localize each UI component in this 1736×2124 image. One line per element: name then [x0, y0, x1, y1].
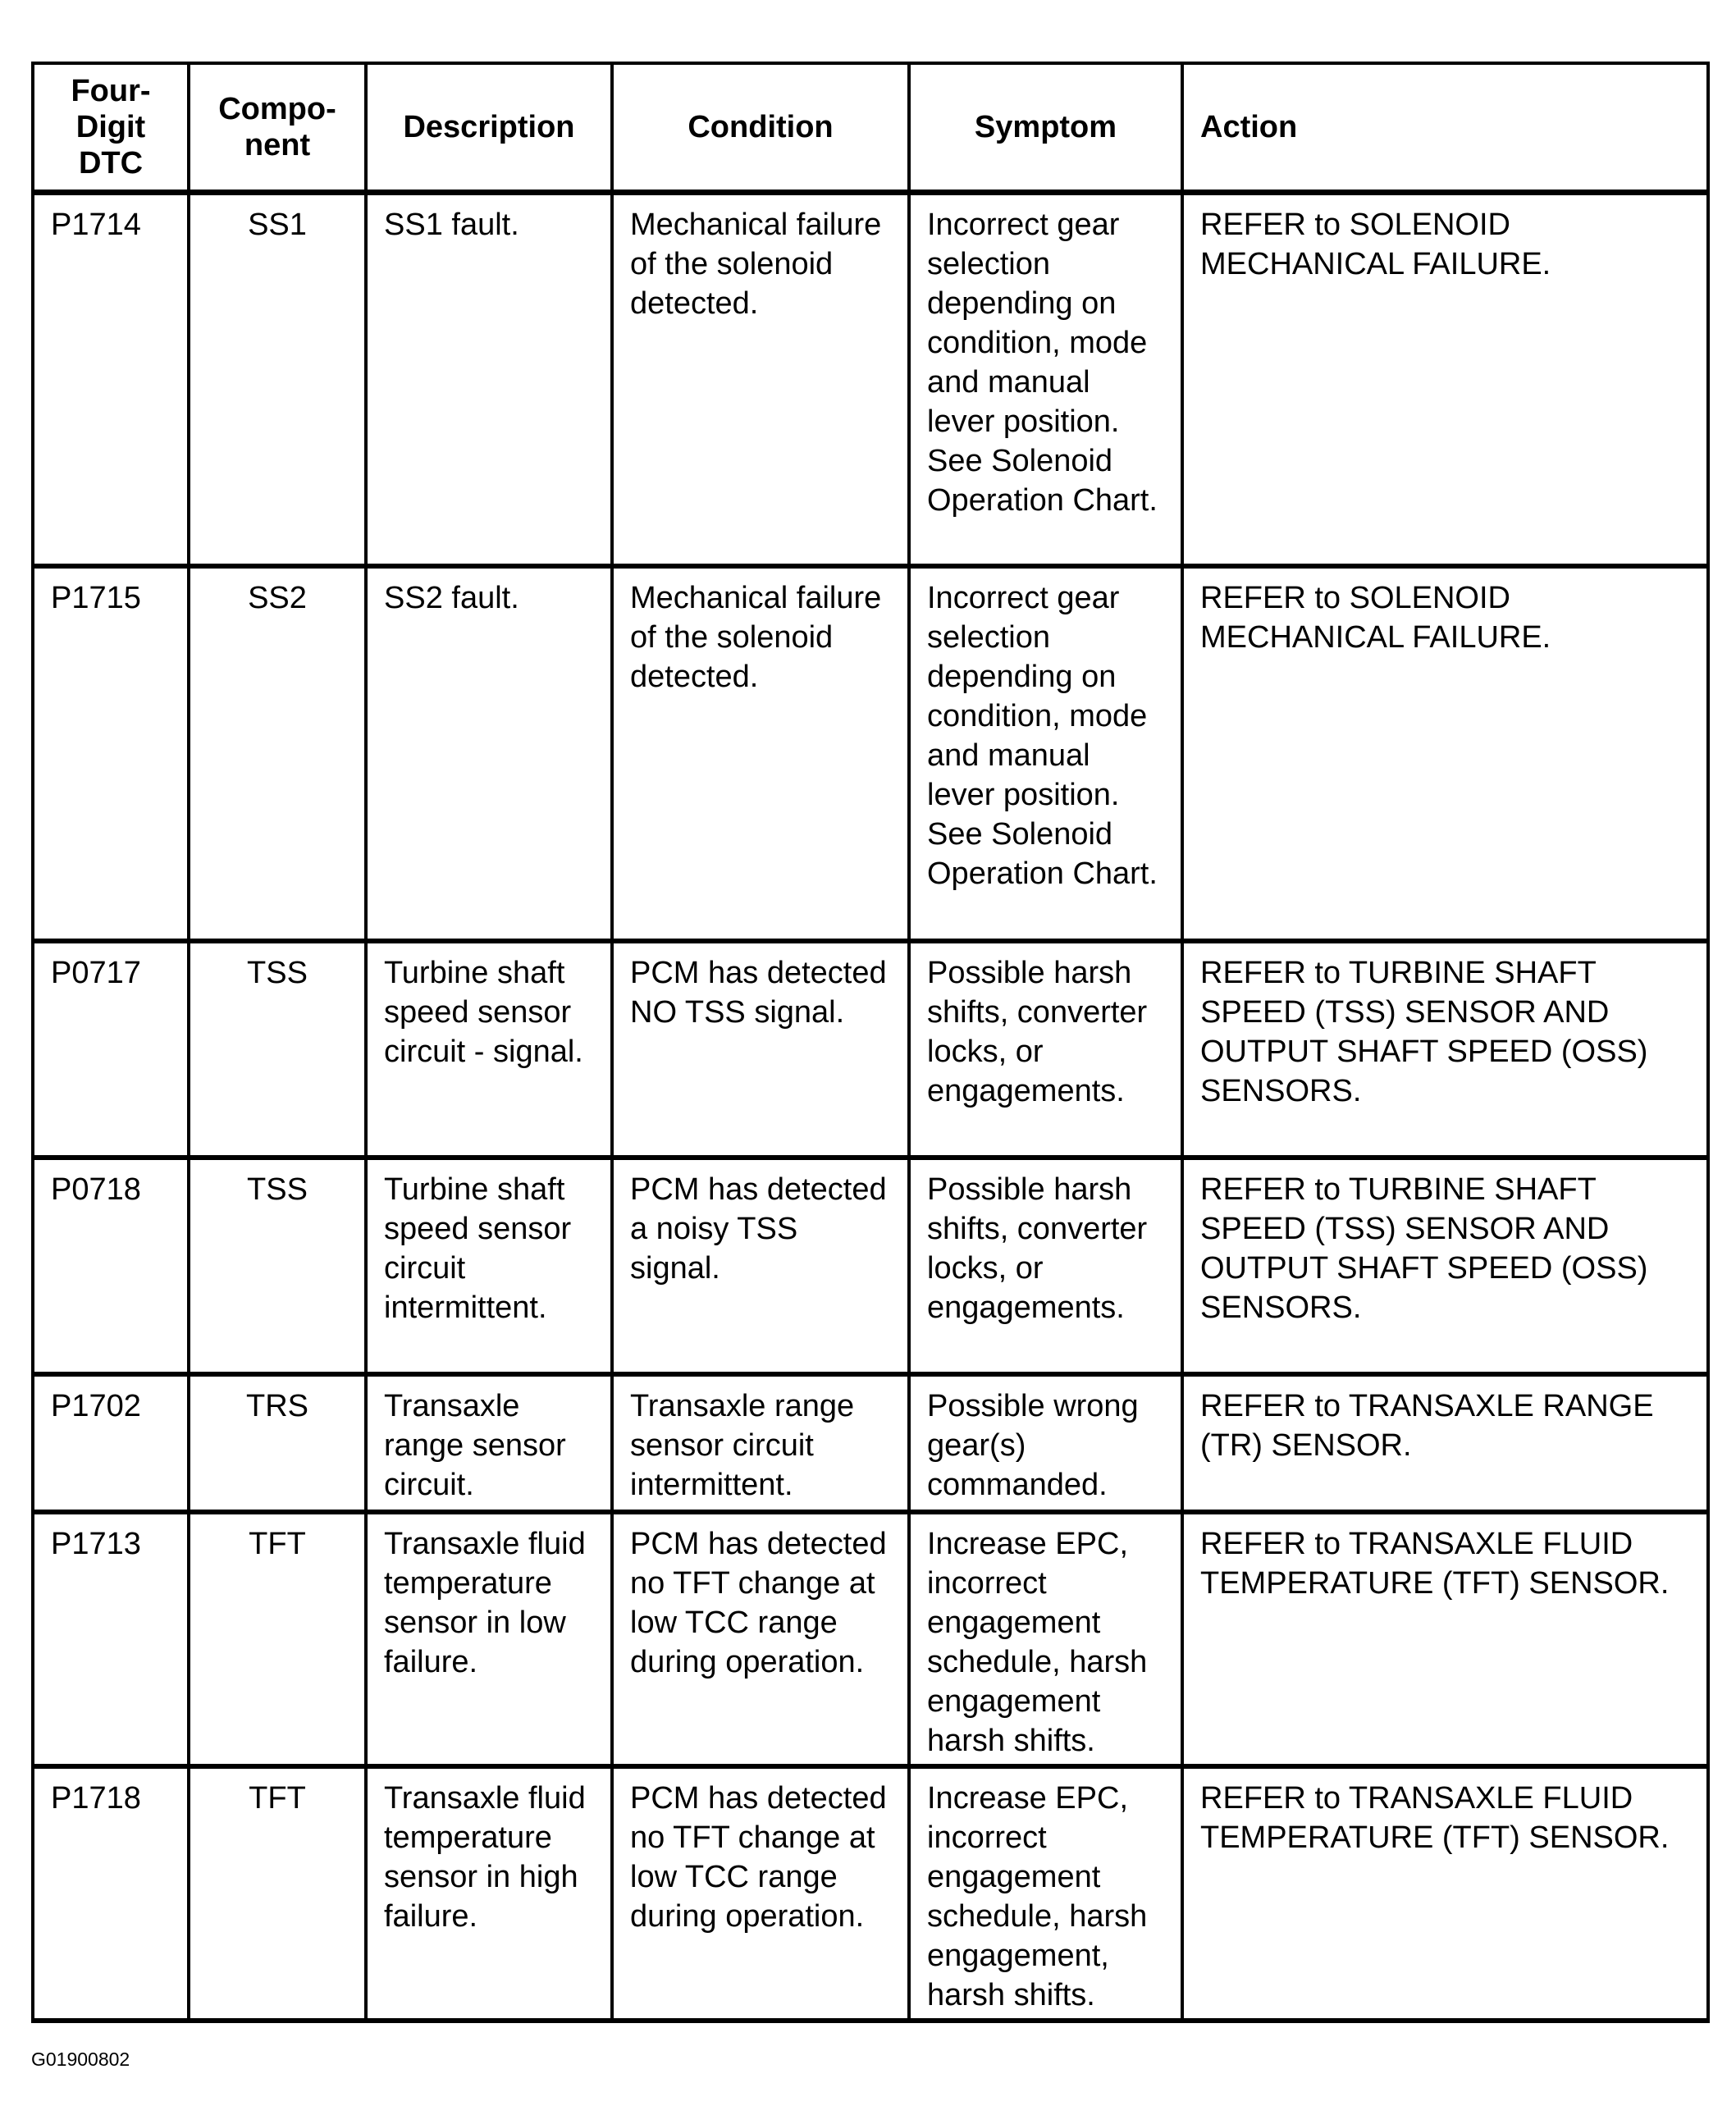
- symptom-cell: Possible wrong gear(s) commanded.: [909, 1374, 1182, 1512]
- description-cell: SS1 fault.: [366, 193, 612, 566]
- table-row: [33, 1766, 1708, 2021]
- description-cell: Turbine shaft speed sensor circuit intermittent.: [366, 1158, 612, 1374]
- action-cell: REFER to TURBINE SHAFT SPEED (TSS) SENSOR AND OUTPUT SHAFT SPEED (OSS) SENSORS.: [1182, 941, 1708, 1158]
- header-condition: Condition: [612, 63, 909, 193]
- condition-cell: Mechanical failure of the solenoid detected.: [612, 193, 909, 566]
- dtc-cell: P1702: [33, 1374, 189, 1512]
- dtc-cell: P0717: [33, 941, 189, 1158]
- header-component: Compo- nent: [189, 63, 366, 193]
- condition-cell: Mechanical failure of the solenoid detected.: [612, 566, 909, 941]
- symptom-cell: Increase EPC, incorrect engagement schedule, harsh engagement harsh shifts.: [909, 1512, 1182, 1766]
- dtc-cell: P1714: [33, 193, 189, 566]
- dtc-cell: P1718: [33, 1766, 189, 2021]
- description-cell: Turbine shaft speed sensor circuit - signal.: [366, 941, 612, 1158]
- table-row: [33, 1374, 1708, 1512]
- table-header-row: [33, 63, 1708, 193]
- description-cell: Transaxle range sensor circuit.: [366, 1374, 612, 1512]
- dtc-table: [31, 62, 1710, 2023]
- dtc-cell: P0718: [33, 1158, 189, 1374]
- description-cell: Transaxle fluid temperature sensor in high failure.: [366, 1766, 612, 2021]
- condition-cell: PCM has detected no TFT change at low TCC range during operation.: [612, 1766, 909, 2021]
- table-row: [33, 1512, 1708, 1766]
- component-cell: TFT: [189, 1512, 366, 1766]
- condition-cell: PCM has detected no TFT change at low TCC range during operation.: [612, 1512, 909, 1766]
- dtc-cell: P1713: [33, 1512, 189, 1766]
- action-cell: REFER to TRANSAXLE RANGE (TR) SENSOR.: [1182, 1374, 1708, 1512]
- table-row: [33, 566, 1708, 941]
- symptom-cell: Increase EPC, incorrect engagement schedule, harsh engagement, harsh shifts.: [909, 1766, 1182, 2021]
- dtc-cell: P1715: [33, 566, 189, 941]
- symptom-cell: Incorrect gear selection depending on condition, mode and manual lever position. See Solenoid Operation Chart.: [909, 566, 1182, 941]
- table-row: [33, 1158, 1708, 1374]
- symptom-cell: Possible harsh shifts, converter locks, or engagements.: [909, 941, 1182, 1158]
- header-dtc: Four- Digit DTC: [33, 63, 189, 193]
- figure-code: G01900802: [31, 2049, 130, 2070]
- header-action: Action: [1182, 63, 1708, 193]
- description-cell: Transaxle fluid temperature sensor in low failure.: [366, 1512, 612, 1766]
- condition-cell: PCM has detected a noisy TSS signal.: [612, 1158, 909, 1374]
- condition-cell: PCM has detected NO TSS signal.: [612, 941, 909, 1158]
- component-cell: SS1: [189, 193, 366, 566]
- action-cell: REFER to TRANSAXLE FLUID TEMPERATURE (TFT) SENSOR.: [1182, 1766, 1708, 2021]
- component-cell: SS2: [189, 566, 366, 941]
- table-row: [33, 193, 1708, 566]
- symptom-cell: Incorrect gear selection depending on condition, mode and manual lever position. See Solenoid Operation Chart.: [909, 193, 1182, 566]
- header-description: Description: [366, 63, 612, 193]
- action-cell: REFER to TURBINE SHAFT SPEED (TSS) SENSOR AND OUTPUT SHAFT SPEED (OSS) SENSORS.: [1182, 1158, 1708, 1374]
- table-row: [33, 941, 1708, 1158]
- action-cell: REFER to SOLENOID MECHANICAL FAILURE.: [1182, 193, 1708, 566]
- component-cell: TFT: [189, 1766, 366, 2021]
- description-cell: SS2 fault.: [366, 566, 612, 941]
- component-cell: TSS: [189, 1158, 366, 1374]
- header-symptom: Symptom: [909, 63, 1182, 193]
- action-cell: REFER to TRANSAXLE FLUID TEMPERATURE (TFT) SENSOR.: [1182, 1512, 1708, 1766]
- action-cell: REFER to SOLENOID MECHANICAL FAILURE.: [1182, 566, 1708, 941]
- component-cell: TSS: [189, 941, 366, 1158]
- component-cell: TRS: [189, 1374, 366, 1512]
- symptom-cell: Possible harsh shifts, converter locks, or engagements.: [909, 1158, 1182, 1374]
- condition-cell: Transaxle range sensor circuit intermittent.: [612, 1374, 909, 1512]
